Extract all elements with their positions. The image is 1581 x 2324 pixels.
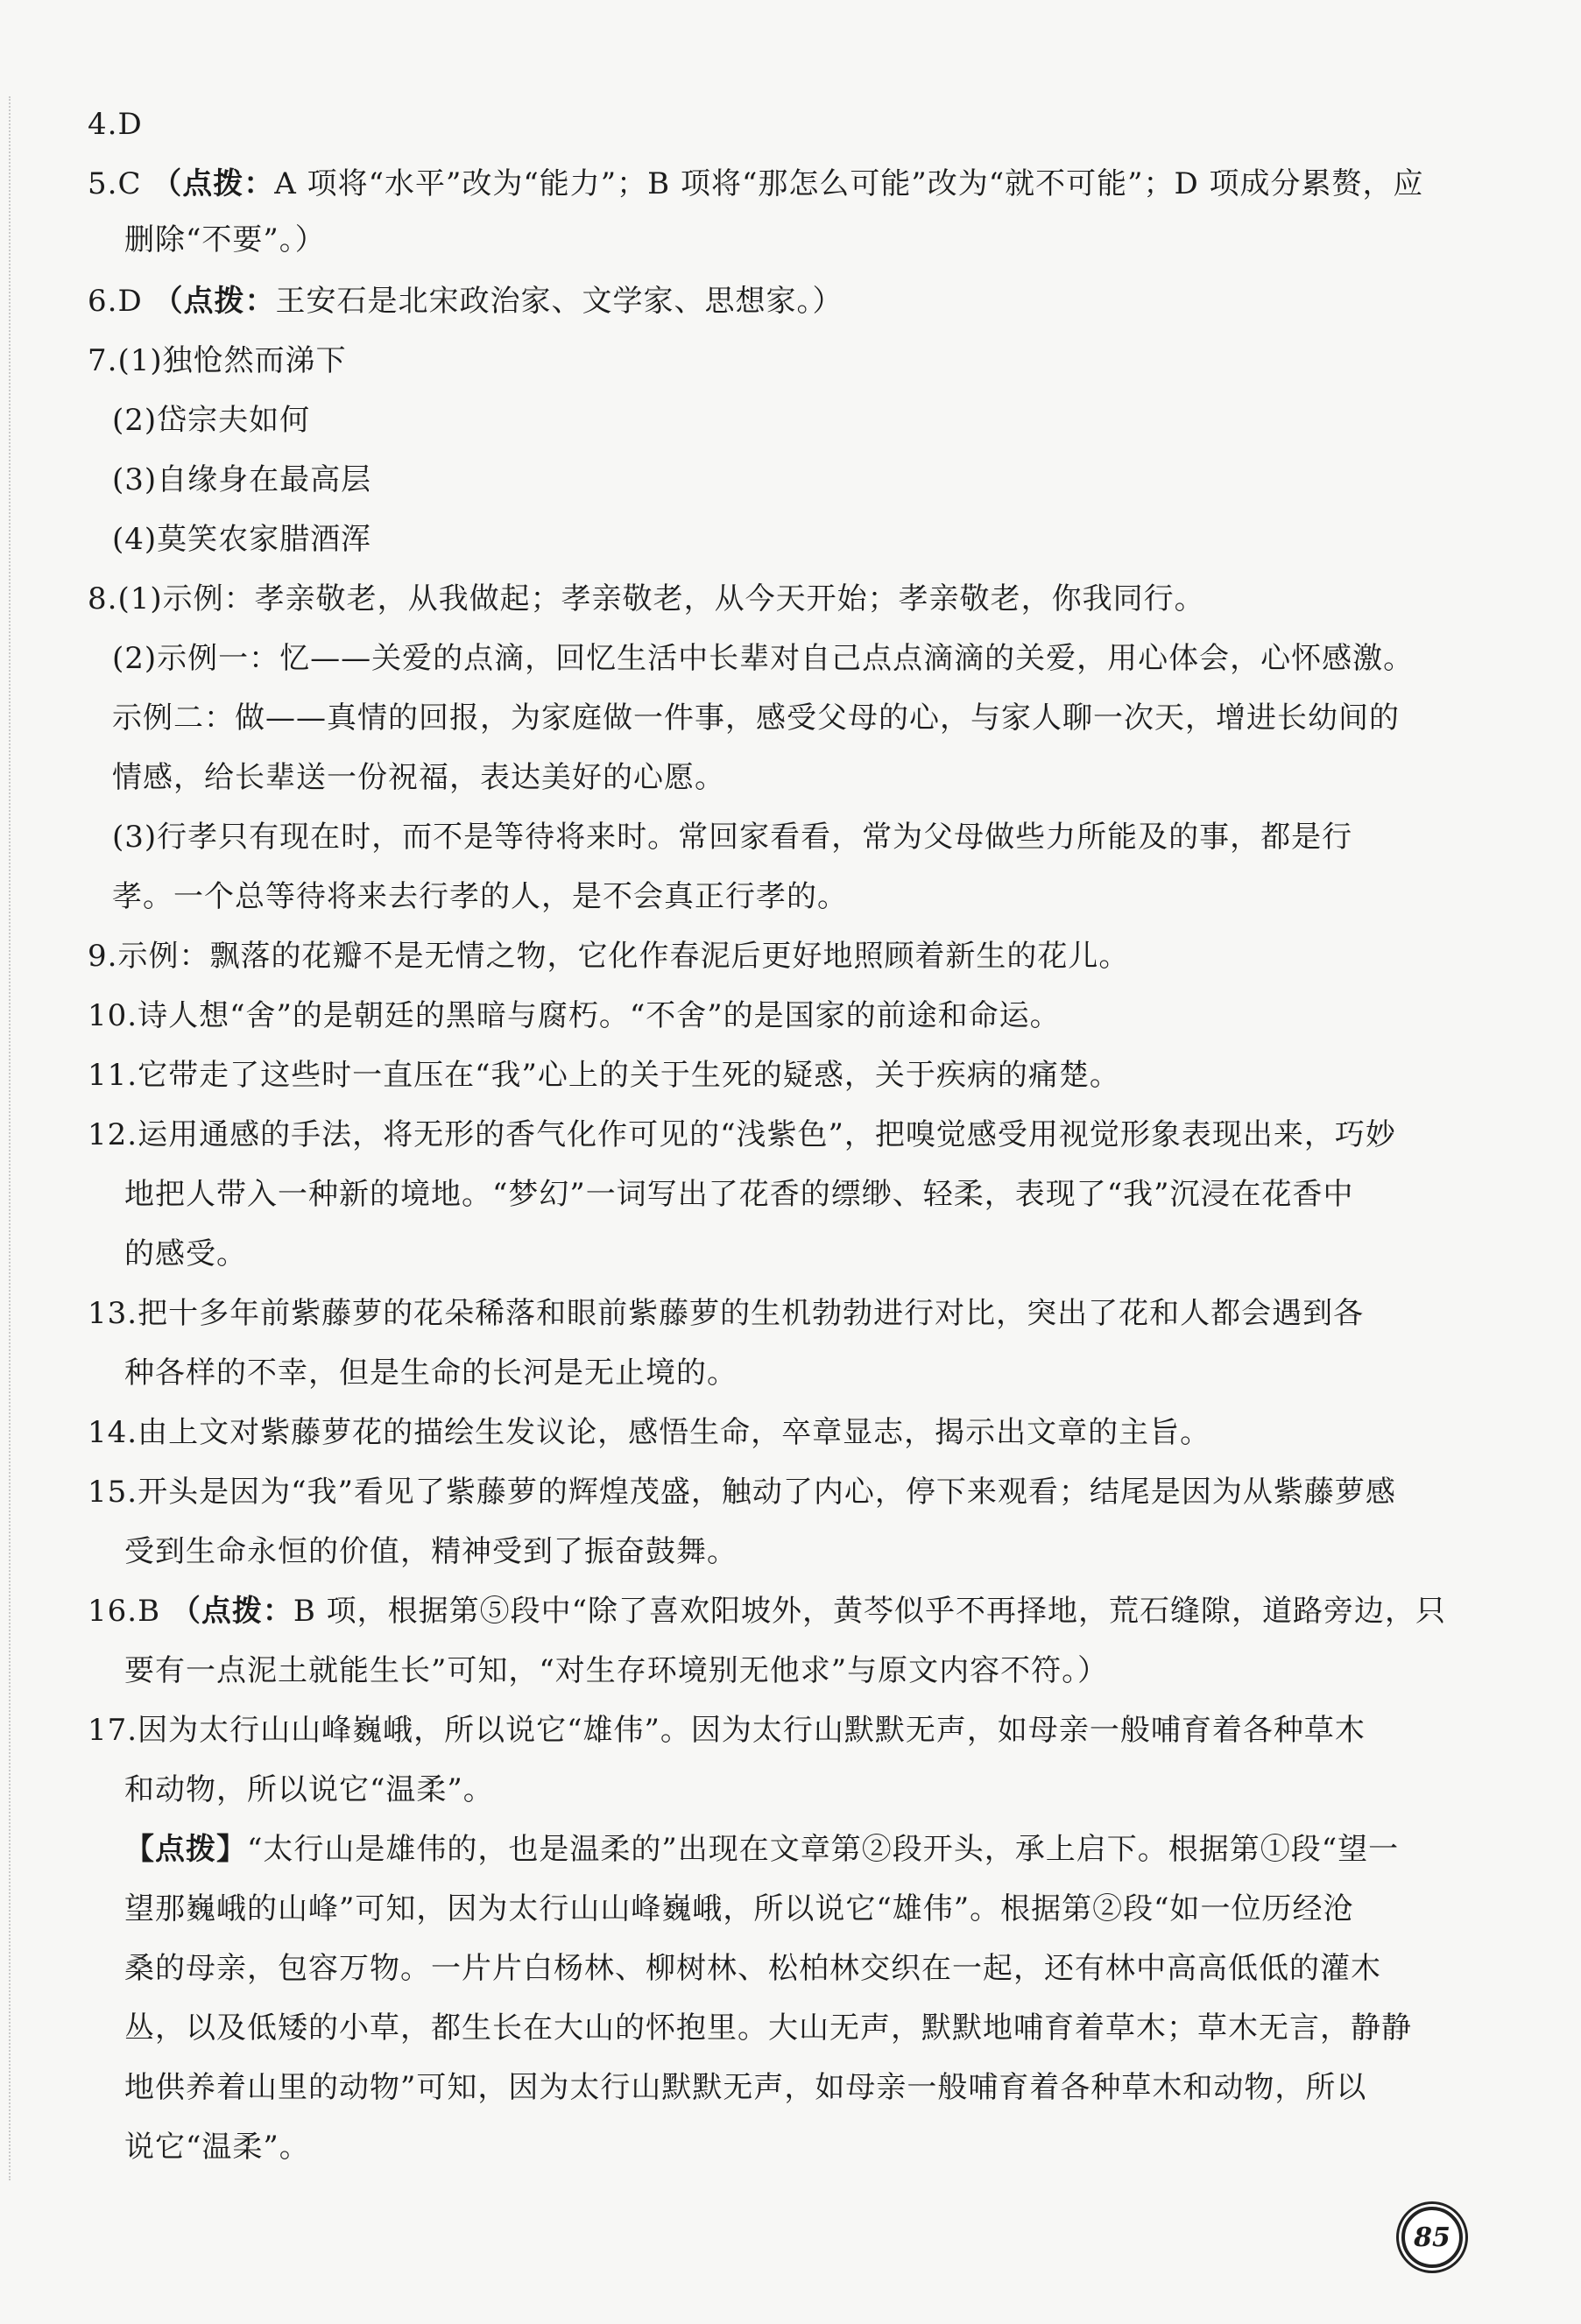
answer-17-note-line2: 望那巍峨的山峰”可知，因为太行山山峰巍峨，所以说它“雄伟”。根据第②段“如一位历经沧 [124, 1891, 1354, 1926]
answer-6 [88, 282, 843, 320]
answer-17-note-text: “太行山是雄伟的，也是温柔的”出现在文章第②段开头，承上启下。根据第①段“望一 [247, 1832, 1400, 1867]
answer-16-hint-text: B 项，根据第⑤段中“除了喜欢阳坡外，黄芩似乎不再择地，荒石缝隙，道路旁边，只 [293, 1594, 1447, 1629]
answer-5-continuation: 删除“不要”。） [124, 222, 326, 257]
answer-12-line1: 12.运用通感的手法，将无形的香气化作可见的“浅紫色”，把嗅觉感受用视觉形象表现出来，巧妙 [88, 1117, 1396, 1152]
answer-14: 14.由上文对紫藤萝花的描绘生发议论，感悟生命，卒章显志，揭示出文章的主旨。 [88, 1415, 1211, 1450]
answer-10: 10.诗人想“舍”的是朝廷的黑暗与腐朽。“不舍”的是国家的前途和命运。 [88, 998, 1061, 1033]
answer-17-note-line1 [124, 1830, 1399, 1869]
answer-17-line2: 和动物，所以说它“温柔”。 [124, 1772, 494, 1807]
answer-7-3: (3)自缘身在最高层 [112, 462, 372, 497]
answer-11: 11.它带走了这些时一直压在“我”心上的关于生死的疑惑，关于疾病的痛楚。 [88, 1058, 1120, 1093]
answer-17-note-label: 【点拨】 [124, 1832, 247, 1867]
answer-6-number: 6.D [88, 284, 143, 319]
answer-5-hint-label: （点拨： [152, 166, 275, 201]
answer-17-note-line3: 桑的母亲，包容万物。一片片白杨林、柳树林、松柏林交织在一起，还有林中高高低低的灌木 [124, 1951, 1381, 1986]
answer-15-line2: 受到生命永恒的价值，精神受到了振奋鼓舞。 [124, 1534, 738, 1569]
answer-16-number: 16.B [88, 1594, 161, 1629]
answer-8-2-line1: (2)示例一：忆——关爱的点滴，回忆生活中长辈对自己点点滴滴的关爱，用心体会，心怀感激。 [112, 641, 1415, 676]
answer-7-4: (4)莫笑农家腊酒浑 [112, 522, 372, 557]
answer-4: 4.D [88, 107, 143, 142]
answer-5 [88, 165, 1424, 203]
answer-17-note-line4: 丛，以及低矮的小草，都生长在大山的怀抱里。大山无声，默默地哺育着草木；草木无言，静静 [124, 2011, 1412, 2046]
answer-9: 9.示例：飘落的花瓣不是无情之物，它化作春泥后更好地照顾着新生的花儿。 [88, 939, 1130, 974]
answer-13-line1: 13.把十多年前紫藤萝的花朵稀落和眼前紫藤萝的生机勃勃进行对比，突出了花和人都会遇到各 [88, 1296, 1365, 1331]
answer-16-hint-label: （点拨： [170, 1594, 293, 1629]
answer-12-line3: 的感受。 [124, 1236, 247, 1271]
answer-6-hint-label: （点拨： [152, 284, 276, 319]
answer-15-line1: 15.开头是因为“我”看见了紫藤萝的辉煌茂盛，触动了内心，停下来观看；结尾是因为从紫藤萝感 [88, 1475, 1396, 1510]
answer-16 [88, 1592, 1446, 1630]
answer-7-1: 7.(1)独怆然而涕下 [88, 343, 347, 378]
answer-8-3-line1: (3)行孝只有现在时，而不是等待将来时。常回家看看，常为父母做些力所能及的事，都是行 [112, 820, 1353, 855]
page-number-badge: 85 [1401, 2207, 1463, 2268]
answer-8-3-line2: 孝。一个总等待将来去行孝的人，是不会真正行孝的。 [112, 879, 848, 914]
answer-7-2: (2)岱宗夫如何 [112, 403, 311, 438]
answer-17-note-line5: 地供养着山里的动物”可知，因为太行山默默无声，如母亲一般哺育着各种草木和动物，所以 [124, 2070, 1367, 2105]
answer-16-continuation: 要有一点泥土就能生长”可知，“对生存环境别无他求”与原文内容不符。） [124, 1653, 1109, 1688]
answer-13-line2: 种各样的不幸，但是生命的长河是无止境的。 [124, 1356, 738, 1391]
answer-17-line1: 17.因为太行山山峰巍峨，所以说它“雄伟”。因为太行山默默无声，如母亲一般哺育着各种草木 [88, 1713, 1366, 1748]
answer-17-note-line6: 说它“温柔”。 [124, 2130, 310, 2165]
answer-8-2-line3: 情感，给长辈送一份祝福，表达美好的心愿。 [112, 760, 725, 795]
page-edge-divider [9, 96, 11, 2180]
answer-12-line2: 地把人带入一种新的境地。“梦幻”一词写出了花香的缥缈、轻柔，表现了“我”沉浸在花香中 [124, 1177, 1354, 1212]
answer-5-hint-text: A 项将“水平”改为“能力”；B 项将“那怎么可能”改为“就不可能”；D 项成分累赘，应 [274, 166, 1424, 201]
answer-6-hint-text: 王安石是北宋政治家、文学家、思想家。） [275, 284, 843, 319]
answer-8-2-line2: 示例二：做——真情的回报，为家庭做一件事，感受父母的心，与家人聊一次天，增进长幼间的 [112, 701, 1400, 736]
answer-8-1: 8.(1)示例：孝亲敬老，从我做起；孝亲敬老，从今天开始；孝亲敬老，你我同行。 [88, 581, 1205, 616]
answer-5-number: 5.C [88, 166, 142, 201]
